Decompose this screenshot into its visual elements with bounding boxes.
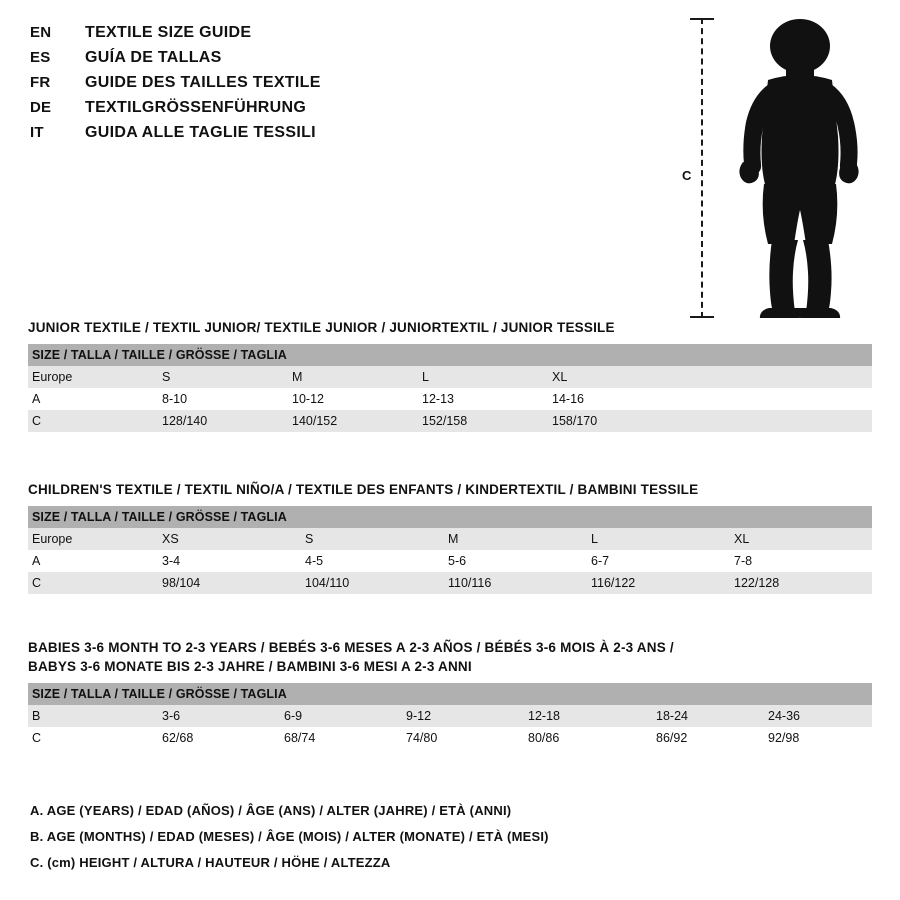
language-row — [30, 124, 650, 149]
cell: M — [288, 366, 418, 388]
cell — [678, 410, 872, 432]
table-row — [28, 705, 872, 727]
table-row — [28, 366, 872, 388]
cell: M — [444, 528, 587, 550]
table-junior — [28, 344, 872, 432]
section-junior — [28, 318, 872, 432]
cell: S — [301, 528, 444, 550]
cell: 158/170 — [548, 410, 678, 432]
cell: 140/152 — [288, 410, 418, 432]
cell: 92/98 — [764, 727, 872, 749]
cell: L — [418, 366, 548, 388]
cell: 4-5 — [301, 550, 444, 572]
cell: 5-6 — [444, 550, 587, 572]
language-title: GUIDE DES TAILLES TEXTILE — [85, 74, 321, 91]
table-row — [28, 388, 872, 410]
cell: 104/110 — [301, 572, 444, 594]
cell: 3-4 — [158, 550, 301, 572]
cell: S — [158, 366, 288, 388]
table-row — [28, 727, 872, 749]
section-title-children: CHILDREN'S TEXTILE / TEXTIL NIÑO/A / TEXTILE DES ENFANTS / KINDERTEXTIL / BAMBINI TESSILE — [28, 482, 699, 497]
cell: 80/86 — [524, 727, 652, 749]
language-title: TEXTILE SIZE GUIDE — [85, 24, 252, 41]
footnote-list — [30, 798, 830, 876]
table-babies — [28, 683, 872, 749]
cell: 116/122 — [587, 572, 730, 594]
table-babies-wrapper — [28, 683, 872, 749]
table-row — [28, 528, 872, 550]
row-label: Europe — [28, 366, 158, 388]
cell: 6-9 — [280, 705, 402, 727]
section-title-babies-line2: BABYS 3-6 MONATE BIS 2-3 JAHRE / BAMBINI 3-6 MESI A 2-3 ANNI — [28, 659, 472, 674]
row-label: C — [28, 572, 158, 594]
cell: 152/158 — [418, 410, 548, 432]
cell: 128/140 — [158, 410, 288, 432]
cell: 68/74 — [280, 727, 402, 749]
section-children — [28, 480, 872, 594]
row-label: C — [28, 410, 158, 432]
cell: 3-6 — [158, 705, 280, 727]
language-title: GUÍA DE TALLAS — [85, 49, 222, 66]
cell: 12-13 — [418, 388, 548, 410]
language-title-list — [30, 24, 650, 149]
cell: 74/80 — [402, 727, 524, 749]
row-label: B — [28, 705, 158, 727]
cell: 122/128 — [730, 572, 872, 594]
cell: 18-24 — [652, 705, 764, 727]
height-measure-figure — [660, 8, 890, 328]
table-children-wrapper — [28, 506, 872, 594]
section-title-junior: JUNIOR TEXTILE / TEXTIL JUNIOR/ TEXTILE JUNIOR / JUNIORTEXTIL / JUNIOR TESSILE — [28, 320, 615, 335]
language-code: ES — [30, 49, 51, 66]
cell: 62/68 — [158, 727, 280, 749]
cell: 7-8 — [730, 550, 872, 572]
cell: XL — [548, 366, 678, 388]
language-code: DE — [30, 99, 52, 116]
language-row — [30, 24, 650, 49]
measure-label-c: C — [682, 168, 692, 183]
language-code: EN — [30, 24, 52, 41]
section-title-babies-line1: BABIES 3-6 MONTH TO 2-3 YEARS / BEBÉS 3-6 MESES A 2-3 AÑOS / BÉBÉS 3-6 MOIS À 2-3 ANS / — [28, 640, 674, 655]
footnote-a: A. AGE (YEARS) / EDAD (AÑOS) / ÂGE (ANS) / ALTER (JAHRE) / ETÀ (ANNI) — [30, 803, 512, 818]
table-row — [28, 344, 872, 366]
table-header-label: SIZE / TALLA / TAILLE / GRÖSSE / TAGLIA — [28, 344, 872, 366]
cell — [678, 388, 872, 410]
cell: XL — [730, 528, 872, 550]
language-title: GUIDA ALLE TAGLIE TESSILI — [85, 124, 316, 141]
measure-tick-top — [690, 18, 714, 20]
measure-dashed-line — [701, 18, 703, 318]
table-header-label: SIZE / TALLA / TAILLE / GRÖSSE / TAGLIA — [28, 683, 872, 705]
table-children — [28, 506, 872, 594]
language-code: IT — [30, 124, 44, 141]
section-babies — [28, 638, 872, 749]
table-header-label: SIZE / TALLA / TAILLE / GRÖSSE / TAGLIA — [28, 506, 872, 528]
cell: 14-16 — [548, 388, 678, 410]
row-label: A — [28, 550, 158, 572]
cell: 86/92 — [652, 727, 764, 749]
row-label: C — [28, 727, 158, 749]
language-row — [30, 99, 650, 124]
table-row — [28, 550, 872, 572]
language-row — [30, 49, 650, 74]
row-label: Europe — [28, 528, 158, 550]
cell: 6-7 — [587, 550, 730, 572]
table-row — [28, 506, 872, 528]
cell: 9-12 — [402, 705, 524, 727]
cell: 10-12 — [288, 388, 418, 410]
cell: 8-10 — [158, 388, 288, 410]
cell: XS — [158, 528, 301, 550]
cell: 24-36 — [764, 705, 872, 727]
language-code: FR — [30, 74, 51, 91]
table-row — [28, 410, 872, 432]
table-row — [28, 683, 872, 705]
language-row — [30, 74, 650, 99]
table-row — [28, 572, 872, 594]
cell: 110/116 — [444, 572, 587, 594]
cell — [678, 366, 872, 388]
footnote-c: C. (cm) HEIGHT / ALTURA / HAUTEUR / HÖHE / ALTEZZA — [30, 855, 391, 870]
footnote-b: B. AGE (MONTHS) / EDAD (MESES) / ÂGE (MOIS) / ALTER (MONATE) / ETÀ (MESI) — [30, 829, 549, 844]
row-label: A — [28, 388, 158, 410]
cell: 12-18 — [524, 705, 652, 727]
table-junior-wrapper — [28, 344, 872, 432]
child-silhouette-icon — [724, 18, 874, 318]
language-title: TEXTILGRÖSSENFÜHRUNG — [85, 99, 307, 116]
cell: 98/104 — [158, 572, 301, 594]
cell: L — [587, 528, 730, 550]
